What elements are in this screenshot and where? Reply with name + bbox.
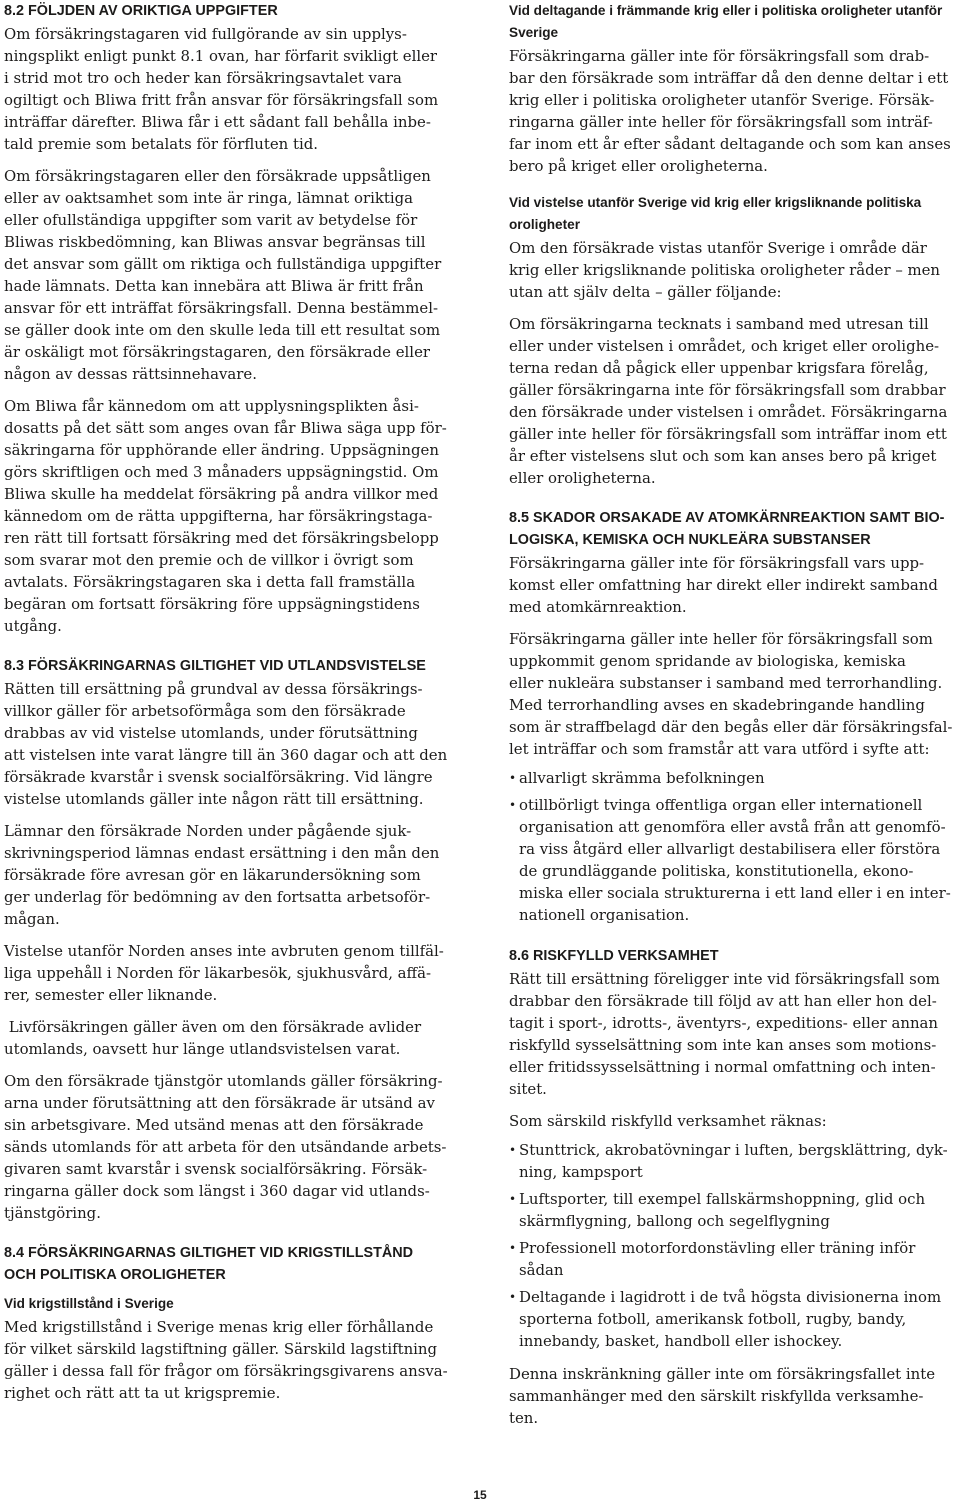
section-8-5: [509, 499, 955, 937]
section-8-3: [4, 647, 454, 1234]
paragraph: Försäkringarna gäller inte heller för försäkringsfall som uppkommit genom spridande av biologiska, kemiska eller nukleära substanser i samband med terrorhandling. Med terrorhandling avses en skadebringande handling som är straffbelagd där den begås eller där försäkringsfal- let inträffar och som framstår att vara utförd i syfte att:: [509, 630, 953, 758]
bullet-list: [509, 1139, 955, 1352]
paragraph: Som särskild riskfylld verksamhet räknas:: [509, 1112, 827, 1130]
bullet-icon: [509, 794, 519, 816]
bullet-icon: [509, 1286, 519, 1308]
bullet-text: Deltagande i lagidrott i de två högsta divisionerna inom sporterna fotboll, amerikansk fotboll, rugby, bandy, innebandy, basket, handboll eller ishockey.: [519, 1288, 942, 1350]
bullet-item: [509, 794, 955, 926]
bullet-text: Luftsporter, till exempel fallskärmshoppning, glid och skärmflygning, ballong och segelflygning: [519, 1190, 926, 1230]
paragraph: Om Bliwa får kännedom om att upplysningsplikten åsi- dosatts på det sätt som anges ovan får Bliwa säga upp för- säkringarna för upphörande eller ändring. Uppsägningen görs skriftligen och med 3 månaders uppsägningstid. Om Bliwa skulle ha meddelat försäkring på andra villkor med kännedom om de rätta uppgifterna, har försäkringstaga- ren rätt till fortsatt försäkring med det försäkringsbelopp som svarar mot den premie och de villkor i övrigt som avtalats. Försäkringstagaren ska i detta fall framställa begäran om fortsatt försäkring före uppsägningstidens utgång.: [4, 397, 447, 635]
paragraph: Rätten till ersättning på grundval av dessa försäkrings- villkor gäller för arbetsoförmåga som den försäkrade drabbas av vid vistelse utomlands, under förutsättning att vistelsen inte varat längre till än 360 dagar och att den försäkrade kvarstår i svensk socialförsäkring. Vid längre vistelse utomlands gäller inte någon rätt till ersättning.: [4, 680, 448, 808]
bullet-text: otillbörligt tvinga offentliga organ eller internationell organisation att genomföra eller avstå från att genomfö- ra viss åtgärd eller allvarligt destabilisera eller förstöra de grundläggande politiska, konstitutionella, ekono- miska eller sociala strukturerna i ett land eller i en inter- nationell organisation.: [519, 796, 951, 924]
bullet-item: [509, 767, 955, 789]
bullet-item: [509, 1237, 955, 1281]
page-number: 15: [473, 1488, 487, 1502]
bullet-text: allvarligt skrämma befolkningen: [519, 769, 765, 787]
section-8-4: [4, 1234, 454, 1414]
paragraph: Rätt till ersättning föreligger inte vid försäkringsfall som drabbar den försäkrade till följd av att han eller hon del- tagit i sport-, idrotts-, äventyrs-, expeditions- eller annan riskfylld sysselsättning som inte kan anses som motions- eller fritidssysselsättning i normal omfattning och inten- sitet.: [509, 970, 940, 1098]
subsection-heading: Vid krigstillstånd i Sverige: [4, 1296, 174, 1311]
paragraph: Om försäkringstagaren vid fullgörande av sin upplys- ningsplikt enligt punkt 8.1 ovan, har förfarit svikligt eller i strid mot tro och heder kan försäkringsavtalet vara ogiltigt och Bliwa fritt från ansvar för försäkringsfall som inträffar därefter. Bliwa får i ett sådant fall behålla inbe- tald premie som betalats för förfluten tid.: [4, 25, 439, 153]
paragraph: Om försäkringstagaren eller den försäkrade uppsåtligen eller av oaktsamhet som inte är ringa, lämnat oriktiga eller ofullständiga uppgifter som varit av betydelse för Bliwas riskbedömning, kan Bliwas ansvar begränsas till det ansvar som gällt om riktiga och fullständiga uppgifter hade lämnats. Detta kan innebära att Bliwa är fritt från ansvar för ett inträffat försäkringsfall. Denna bestämmel- se gäller dook inte om den skulle leda till ett resultat som är oskäligt mot försäkringstagaren, den försäkrade eller någon av dessas rättsinnehavare.: [4, 167, 442, 383]
bullet-icon: [509, 1139, 519, 1161]
paragraph: Om försäkringarna tecknats i samband med utresan till eller under vistelsen i området, och kriget eller orolighe- terna redan då pågick eller uppenbar krigsfara förelåg, gäller försäkringarna inte för försäkringsfall som drabbar den försäkrade under vistelsen i området. Försäkringarna gäller inte heller för försäkringsfall som inträffar inom ett år efter vistelsens slut och som kan anses bero på kriget eller oroligheterna.: [509, 315, 948, 487]
bullet-text: Professionell motorfordonstävling eller träning inför sådan: [519, 1239, 916, 1279]
paragraph: Försäkringarna gäller inte för försäkringsfall vars upp- komst eller omfattning har direkt eller indirekt samband med atomkärnreaktion.: [509, 554, 938, 616]
bullet-text: Stunttrick, akrobatövningar i luften, bergsklättring, dyk- ning, kampsport: [519, 1141, 948, 1181]
paragraph: Lämnar den försäkrade Norden under pågående sjuk- skrivningsperiod lämnas endast ersättning i den mån den försäkrade före avresan gör en läkarundersökning som ger underlag för bedömning av den fortsatta arbetsoför- mågan.: [4, 822, 440, 928]
section-heading: 8.6 RISKFYLLD VERKSAMHET: [509, 948, 719, 964]
paragraph: Försäkringarna gäller inte för försäkringsfall som drab- bar den försäkrade som inträffar då den denne deltar i ett krig eller i politiska oroligheter utanför Sverige. Försäk- ringarna gäller inte heller för försäkringsfall som inträf- far inom ett år efter sådant deltagande och som kan anses bero på kriget eller oroligheterna.: [509, 47, 951, 175]
bullet-item: [509, 1188, 955, 1232]
section-8-6: [509, 937, 955, 1439]
bullet-item: [509, 1286, 955, 1352]
left-column: [4, 0, 454, 1414]
subsection-heading: Vid deltagande i främmande krig eller i politiska oroligheter utanför Sverige: [509, 3, 943, 40]
paragraph: Om den försäkrade vistas utanför Sverige i område där krig eller krigsliknande politiska oroligheter råder – men utan att själv delta – gäller följande:: [509, 239, 941, 301]
section-heading: 8.3 FÖRSÄKRINGARNAS GILTIGHET VID UTLANDSVISTELSE: [4, 658, 426, 674]
section-8-4-continued: [509, 0, 955, 499]
paragraph: Denna inskränkning gäller inte om försäkringsfallet inte sammanhänger med den särskilt riskfyllda verksamhe- ten.: [509, 1365, 936, 1427]
right-column: [509, 0, 955, 1439]
bullet-item: [509, 1139, 955, 1183]
bullet-list: [509, 767, 955, 926]
section-heading: 8.5 SKADOR ORSAKADE AV ATOMKÄRNREAKTION SAMT BIO- LOGISKA, KEMISKA OCH NUKLEÄRA SUBSTANSER: [509, 510, 945, 548]
paragraph: Livförsäkringen gäller även om den försäkrade avlider utomlands, oavsett hur länge utlandsvistelsen varat.: [4, 1018, 422, 1058]
bullet-icon: [509, 1188, 519, 1210]
bullet-icon: [509, 1237, 519, 1259]
section-heading: 8.2 FÖLJDEN AV ORIKTIGA UPPGIFTER: [4, 3, 278, 19]
subsection-heading: Vid vistelse utanför Sverige vid krig eller krigsliknande politiska oroligheter: [509, 195, 922, 232]
paragraph: Med krigstillstånd i Sverige menas krig eller förhållande för vilket särskild lagstiftning gäller. Särskild lagstiftning gäller i dessa fall för frågor om försäkringsgivarens ansva- righet och rätt att ta ut krigspremie.: [4, 1318, 448, 1402]
paragraph: Om den försäkrade tjänstgör utomlands gäller försäkring- arna under förutsättning att den försäkrade är utsänd av sin arbetsgivare. Med utsänd menas att den försäkrade sänds utomlands för att arbeta för den utsändande arbets- givaren samt kvarstår i svensk socialförsäkring. Försäk- ringarna gäller dock som längst i 360 dagar vid utlands- tjänstgöring.: [4, 1072, 447, 1222]
paragraph: Vistelse utanför Norden anses inte avbruten genom tillfäl- liga uppehåll i Norden för läkarbesök, sjukhusvård, affä- rer, semester eller liknande.: [4, 942, 444, 1004]
bullet-icon: [509, 767, 519, 789]
section-8-2: [4, 0, 454, 647]
section-heading: 8.4 FÖRSÄKRINGARNAS GILTIGHET VID KRIGSTILLSTÅND OCH POLITISKA OROLIGHETER: [4, 1245, 414, 1283]
